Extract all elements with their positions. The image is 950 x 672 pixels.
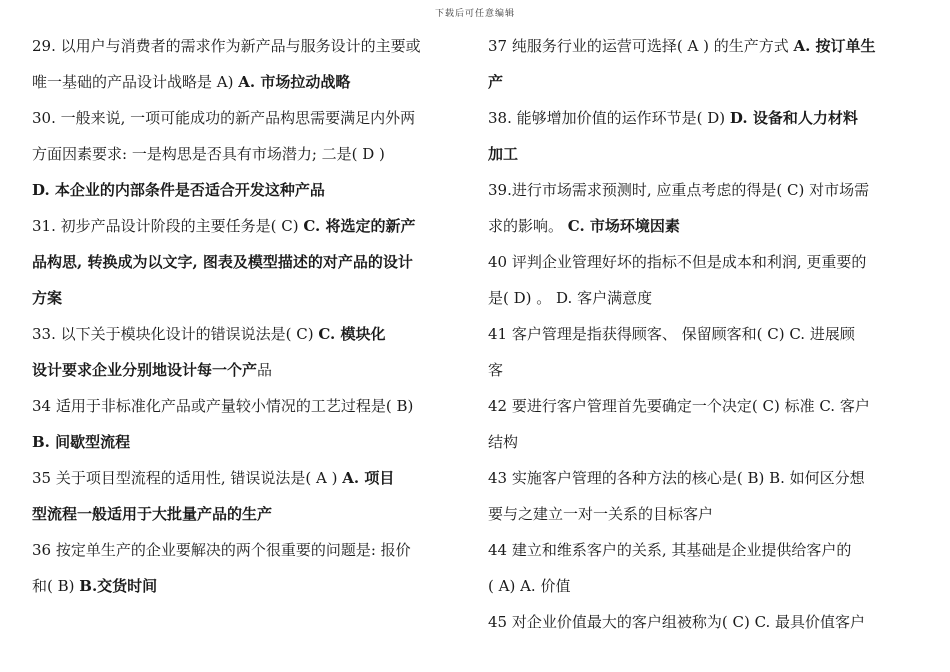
text-line xyxy=(32,244,460,280)
text-line xyxy=(488,244,920,280)
question-text: 39.进行市场需求预测时, 应重点考虑的得是( C) 对市场需 xyxy=(488,181,870,199)
answer-text: A. 项目 xyxy=(342,469,395,487)
text-line xyxy=(32,388,460,424)
question-text: ( A) A. 价值 xyxy=(488,577,571,595)
text-line xyxy=(488,604,920,640)
question-text: 30. 一般来说, 一项可能成功的新产品构思需要满足内外两 xyxy=(32,109,416,127)
text-line xyxy=(32,208,460,244)
text-line xyxy=(488,496,920,532)
question-text: 和( B) xyxy=(32,577,80,595)
text-line xyxy=(32,64,460,100)
text-line xyxy=(32,496,460,532)
text-line xyxy=(488,136,920,172)
text-line xyxy=(488,28,920,64)
text-line xyxy=(32,280,460,316)
question-text: 44 建立和维系客户的关系, 其基础是企业提供给客户的 xyxy=(488,541,852,559)
question-text: 45 对企业价值最大的客户组被称为( C) C. 最具价值客户 xyxy=(488,613,866,631)
question-text: 41 客户管理是指获得顾客、 保留顾客和( C) C. 进展顾 xyxy=(488,325,855,343)
text-line xyxy=(488,568,920,604)
question-text: 品 xyxy=(257,361,273,379)
text-line xyxy=(32,460,460,496)
answer-text: 方案 xyxy=(32,289,63,307)
left-column xyxy=(32,28,460,604)
text-line xyxy=(488,352,920,388)
question-text: 33. 以下关于模块化设计的错误说法是( C) xyxy=(32,325,319,343)
answer-text: C. 模块化 xyxy=(318,325,386,343)
answer-text: D. 本企业的内部条件是否适合开发这种产品 xyxy=(32,181,325,199)
question-text: 42 要进行客户管理首先要确定一个决定( C) 标准 C. 客户 xyxy=(488,397,870,415)
question-text: 34 适用于非标准化产品或产量较小情况的工艺过程是( B) xyxy=(32,397,414,415)
answer-text: D. 设备和人力材料 xyxy=(729,109,858,127)
question-text: 40 评判企业管理好坏的指标不但是成本和利润, 更重要的 xyxy=(488,253,867,271)
text-line xyxy=(488,460,920,496)
text-line xyxy=(488,64,920,100)
answer-text: A. 市场拉动战略 xyxy=(238,73,351,91)
answer-text: B.交货时间 xyxy=(79,577,158,595)
question-text: 求的影响。 xyxy=(488,217,568,235)
text-line xyxy=(32,100,460,136)
question-text: 客 xyxy=(488,361,504,379)
text-line xyxy=(32,136,460,172)
answer-text: B. 间歇型流程 xyxy=(32,433,131,451)
question-text: 37 纯服务行业的运营可选择( A ) 的生产方式 xyxy=(488,37,794,55)
text-line xyxy=(32,424,460,460)
answer-text: A. 按订单生 xyxy=(793,37,876,55)
answer-text: C. 将选定的新产 xyxy=(303,217,416,235)
question-text: 43 实施客户管理的各种方法的核心是( B) B. 如何区分想 xyxy=(488,469,865,487)
text-line xyxy=(32,172,460,208)
text-line xyxy=(488,424,920,460)
question-text: 要与之建立一对一关系的目标客户 xyxy=(488,505,714,523)
question-text: 结构 xyxy=(488,433,519,451)
text-line xyxy=(488,388,920,424)
question-text: 31. 初步产品设计阶段的主要任务是( C) xyxy=(32,217,304,235)
text-line xyxy=(32,352,460,388)
text-line xyxy=(488,208,920,244)
answer-text: 型流程一般适用于大批量产品的生产 xyxy=(32,505,273,523)
question-text: 35 关于项目型流程的适用性, 错误说法是( A ) xyxy=(32,469,343,487)
page-header: 下载后可任意编辑 xyxy=(434,9,515,19)
answer-text: 加工 xyxy=(488,145,519,163)
text-line xyxy=(488,280,920,316)
text-line xyxy=(488,316,920,352)
question-text: 36 按定单生产的企业要解决的两个很重要的问题是: 报价 xyxy=(32,541,411,559)
question-text: 唯一基础的产品设计战略是 A) xyxy=(32,73,239,91)
text-line xyxy=(32,28,460,64)
text-line xyxy=(488,532,920,568)
answer-text: C. 市场环境因素 xyxy=(567,217,680,235)
question-text: 38. 能够增加价值的运作环节是( D) xyxy=(488,109,730,127)
answer-text: 品构思, 转换成为以文字, 图表及模型描述的对产品的设计 xyxy=(32,253,413,271)
question-text: 29. 以用户与消费者的需求作为新产品与服务设计的主要或 xyxy=(32,37,421,55)
question-text: 是( D) 。 D. 客户满意度 xyxy=(488,289,653,307)
question-text: 方面因素要求: 一是构思是否具有市场潜力; 二是( D ) xyxy=(32,145,385,163)
text-line xyxy=(32,532,460,568)
text-line xyxy=(488,100,920,136)
answer-text: 产 xyxy=(488,73,504,91)
answer-text: 设计要求企业分别地设计每一个产 xyxy=(32,361,258,379)
text-line xyxy=(32,568,460,604)
right-column xyxy=(488,28,920,640)
text-line xyxy=(488,172,920,208)
text-line xyxy=(32,316,460,352)
